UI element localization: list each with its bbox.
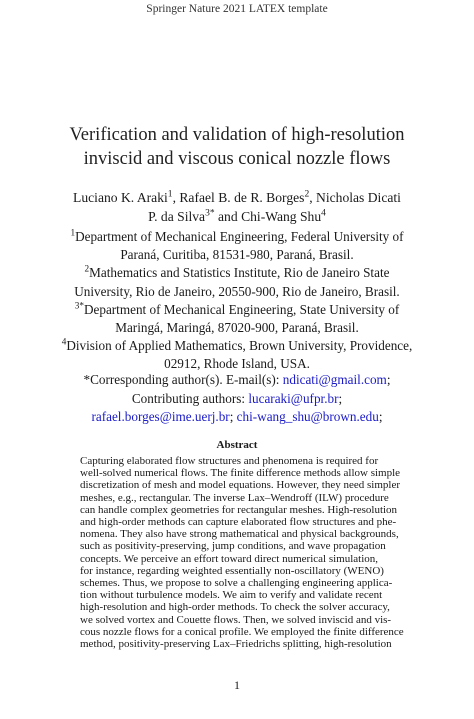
affiliation-line: University, Rio de Janeiro, 20550-900, Rio de Janeiro, Brasil. xyxy=(74,283,400,299)
author-name: Chi-Wang Shu xyxy=(241,209,322,224)
running-header: Springer Nature 2021 LATEX template xyxy=(146,3,328,15)
affiliation-line xyxy=(30,228,444,246)
abstract-line: well-solved numerical flows. The finite difference methods allow simple xyxy=(80,467,401,480)
affiliation-line xyxy=(30,337,444,355)
title-line-1: Verification and validation of high-resolution xyxy=(69,125,405,145)
abstract-line: such as positivity-preserving, jump conditions, and wave propagation xyxy=(80,540,386,553)
abstract-line: concepts. We perceive an effort toward direct numerical simulation, xyxy=(80,552,379,565)
affiliation-text: Department of Mechanical Engineering, State University of xyxy=(83,301,400,317)
affiliation-line: Maringá, Maringá, 87020-900, Paraná, Brasil. xyxy=(115,320,359,336)
author-name: Luciano K. Araki xyxy=(73,190,168,205)
author-name: P. da Silva xyxy=(148,209,206,224)
affiliation-sup: 4 xyxy=(61,336,67,347)
title-line-2: inviscid and viscous conical nozzle flows xyxy=(83,149,391,169)
abstract-line: and high-order methods can capture elaborated flow structures and phe- xyxy=(80,516,397,529)
author-sup: 1 xyxy=(167,189,173,200)
abstract-body xyxy=(80,455,404,651)
abstract-line: tion without turbulence models. We aim to verify and validate recent xyxy=(80,589,383,602)
abstract-heading: Abstract xyxy=(216,439,258,451)
abstract-line: for instance, regarding weighted essentially non-oscillatory (WENO) xyxy=(80,564,384,577)
affiliation-sup: 3* xyxy=(74,300,84,311)
affiliation-text: Department of Mechanical Engineering, Federal University of xyxy=(75,229,404,244)
abstract-line: we solved vortex and Couette flows. Then, we solved inviscid and vis- xyxy=(80,613,392,626)
abstract-line: method, positivity-preserving Lax–Friedrichs splitting, high-resolution xyxy=(80,638,392,651)
abstract-line: cous nozzle flows for a conical profile. We employed the finite difference xyxy=(80,625,404,638)
affiliation-line: 02912, Rhode Island, USA. xyxy=(164,356,310,372)
abstract-line: discretization of mesh and model equations. However, they need simpler xyxy=(80,479,400,492)
abstract-line: can handle complex geometries for rectangular meshes. High-resolution xyxy=(80,503,398,516)
author-name: Rafael B. de R. Borges xyxy=(179,190,305,205)
affiliation-text: Mathematics and Statistics Institute, Rio de Janeiro State xyxy=(89,265,390,281)
abstract-line: nomena. They also have strong mathematical and physical backgrounds, xyxy=(80,528,399,541)
abstract-line: Capturing elaborated flow structures and phenomena is required for xyxy=(80,455,379,467)
page-number: 1 xyxy=(234,678,240,692)
author-sup: 2 xyxy=(304,189,310,200)
author-name: Nicholas Dicati xyxy=(316,190,401,205)
paper-title xyxy=(40,123,434,171)
email-link-borges[interactable]: rafael.borges@ime.uerj.br xyxy=(91,409,230,424)
author-conjunction: and xyxy=(218,209,238,224)
affiliation-sup: 2 xyxy=(84,264,90,275)
abstract-line: schemes. Thus, we propose to solve a challenging engineering applica- xyxy=(80,577,393,590)
author-list: Luciano K. Araki$^1$, Rafael B. de R. Borges$^2$, Nicholas Dicati P. da Silva$^{3*}$ and Chi-Wang Shu$^4$ xyxy=(73,189,401,224)
affiliation-line xyxy=(30,264,444,282)
affiliation-line: Paraná, Curitiba, 81531-980, Paraná, Brasil. xyxy=(120,247,354,263)
author-sup: 3* xyxy=(205,208,215,219)
abstract-line: meshes, e.g., rectangular. The inverse Lax–Wendroff (ILW) procedure xyxy=(80,491,389,504)
correspondence-block: *Corresponding author(s). E-mail(s): ndicati@gmail.com; Contributing authors: lucaraki@ufpr.br; rafael.borges@ime.uerj.br; chi-wang_shu@brown.edu; xyxy=(83,372,391,424)
email-link-shu[interactable]: chi-wang_shu@brown.edu xyxy=(236,409,379,424)
email-link-corresponding[interactable]: ndicati@gmail.com xyxy=(282,372,387,387)
affiliation-text: Division of Applied Mathematics, Brown University, Providence, xyxy=(66,338,413,354)
affiliations xyxy=(30,228,444,374)
affiliation-sup: 1 xyxy=(70,227,76,238)
corresponding-label: *Corresponding author(s). E-mail(s): xyxy=(83,372,280,387)
email-link-araki[interactable]: lucaraki@ufpr.br xyxy=(248,390,339,406)
abstract-line: high-resolution and high-order methods. To check the solver accuracy, xyxy=(80,601,390,614)
affiliation-line xyxy=(30,301,444,319)
contributing-label: Contributing authors: xyxy=(131,390,246,406)
author-sup: 4 xyxy=(321,208,326,219)
